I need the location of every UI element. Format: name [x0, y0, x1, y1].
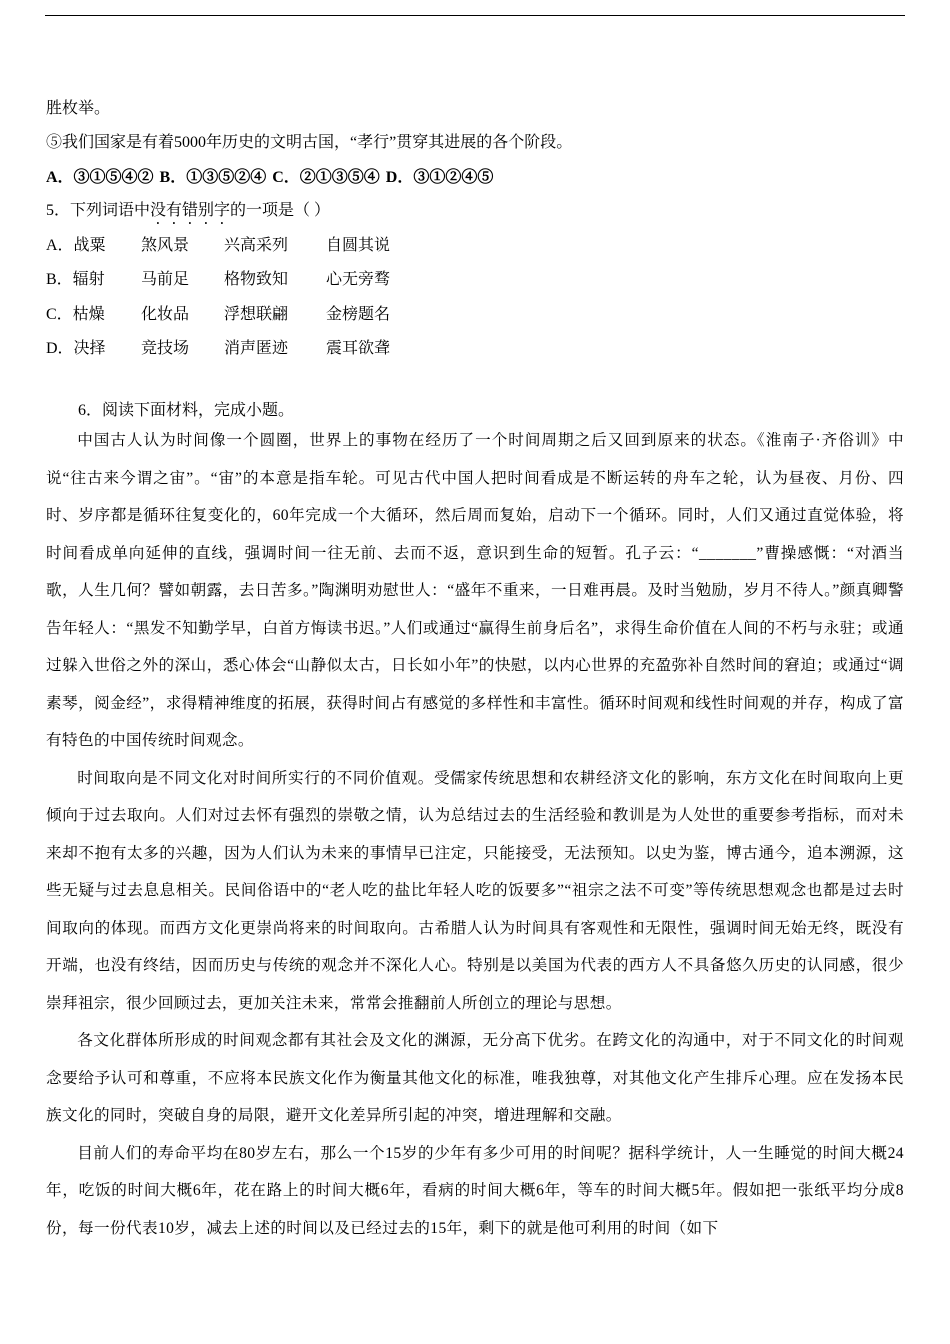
q4-options: A．③①⑤④② B．①③⑤②④ C．②①③⑤④ D．③①②④⑤ — [46, 169, 494, 186]
passage-paragraph-3: 各文化群体所形成的时间观念都有其社会及文化的渊源，无分高下优劣。在跨文化的沟通中，对于不同文化的时间观念要给予认可和尊重，不应将本民族文化作为衡量其他文化的标准，唯我独尊，对其他文化产生排斥心理。应在发扬本民族文化的同时，突破自身的局限，避开文化差异所引起的冲突，增进理解和交融。 — [46, 1032, 904, 1124]
option-label: C．枯燥 — [46, 306, 105, 323]
option-word: 格物致知 — [224, 271, 289, 288]
item-5-text: ⑤我们国家是有着5000年历史的文明古国，“孝行”贯穿其进展的各个阶段。 — [46, 134, 573, 151]
option-word: 浮想联翩 — [224, 306, 289, 323]
option-word: 自圆其说 — [326, 237, 391, 254]
option-word: 兴高采列 — [224, 237, 289, 254]
continuation-text: 胜枚举。 — [46, 100, 111, 117]
q5-option-a — [46, 236, 446, 258]
q5-option-c — [46, 305, 446, 327]
passage-paragraph-1: 中国古人认为时间像一个圆圈，世界上的事物在经历了一个时间周期之后又回到原来的状态。《淮南子·齐俗训》中说“往古来今谓之宙”。“宙”的本意是指车轮。可见古代中国人把时间看成是不断运转的舟车之轮，认为昼夜、月份、四时、岁序都是循环往复变化的，60年完成一个大循环，然后周而复始，启动下一个循环。同时，人们又通过直觉体验，将时间看成单向延伸的直线，强调时间一往无前、去而不返，意识到生命的短暂。孔子云：“_______”曹操感慨：“对酒当歌，人生几何？譬如朝露，去日苦多。”陶渊明劝慰世人：“盛年不重来，一日难再晨。及时当勉励，岁月不待人。”颜真卿警告年轻人：“黑发不知勤学早，白首方悔读书迟。”人们或通过“赢得生前身后名”，求得生命价值在人间的不朽与永驻；或通过躲入世俗之外的深山，悉心体会“山静似太古，日长如小年”的快慰，以内心世界的充盈弥补自然时间的窘迫；或通过“调素琴，阅金经”，求得精神维度的拓展，获得时间占有感觉的多样性和丰富性。循环时间观和线性时间观的并存，构成了富有特色的中国传统时间观念。 — [46, 432, 904, 749]
header-rule — [45, 15, 905, 16]
reading-passage — [46, 422, 904, 1247]
q5-stem-suffix: 的一项是（ ） — [230, 202, 331, 219]
q5-option-d — [46, 339, 446, 361]
option-word: 心无旁骛 — [326, 271, 391, 288]
option-word: 消声匿迹 — [224, 340, 289, 357]
option-label: D．决择 — [46, 340, 106, 357]
passage-paragraph-2: 时间取向是不同文化对时间所实行的不同价值观。受儒家传统思想和农耕经济文化的影响，东方文化在时间取向上更倾向于过去取向。人们对过去怀有强烈的崇敬之情，认为总结过去的生活经验和教训是为人处世的重要参考指标，而对未来却不抱有太多的兴趣，因为人们认为未来的事情早已注定，只能接受，无法预知。以史为鉴，博古通今，追本溯源，这些无疑与过去息息相关。民间俗语中的“老人吃的盐比年轻人吃的饭要多”“祖宗之法不可变”等传统思想观念也都是过去时间取向的体现。而西方文化更崇尚将来的时间取向。古希腊人认为时间具有客观性和无限性，强调时间无始无终，既没有开端，也没有终结，因而历史与传统的观念并不深化人心。特别是以美国为代表的西方人不具备悠久历史的认同感，很少崇拜祖宗，很少回顾过去，更加关注未来，常常会推翻前人所创立的理论与思想。 — [46, 769, 904, 1012]
q5-stem-emphasis: 没有错别字 — [150, 202, 231, 219]
option-word: 金榜题名 — [326, 306, 391, 323]
q6-title: 6．阅读下面材料，完成小题。 — [78, 402, 295, 419]
option-word: 马前足 — [141, 271, 190, 288]
option-word: 化妆品 — [141, 306, 190, 323]
q5-option-b — [46, 270, 446, 292]
option-label: A．战粟 — [46, 237, 106, 254]
option-label: B．辐射 — [46, 271, 105, 288]
q5-stem — [46, 201, 330, 228]
q5-stem-prefix: 5．下列词语中 — [46, 202, 151, 219]
option-word: 竞技场 — [141, 340, 190, 357]
option-word: 震耳欲聋 — [326, 340, 391, 357]
passage-paragraph-4: 目前人们的寿命平均在80岁左右，那么一个15岁的少年有多少可用的时间呢？据科学统计，人一生睡觉的时间大概24年，吃饭的时间大概6年，花在路上的时间大概6年，看病的时间大概6年，等车的时间大概5年。假如把一张纸平均分成8份，每一份代表10岁，减去上述的时间以及已经过去的15年，剩下的就是他可利用的时间（如下 — [46, 1144, 904, 1237]
option-word: 煞风景 — [141, 237, 190, 254]
